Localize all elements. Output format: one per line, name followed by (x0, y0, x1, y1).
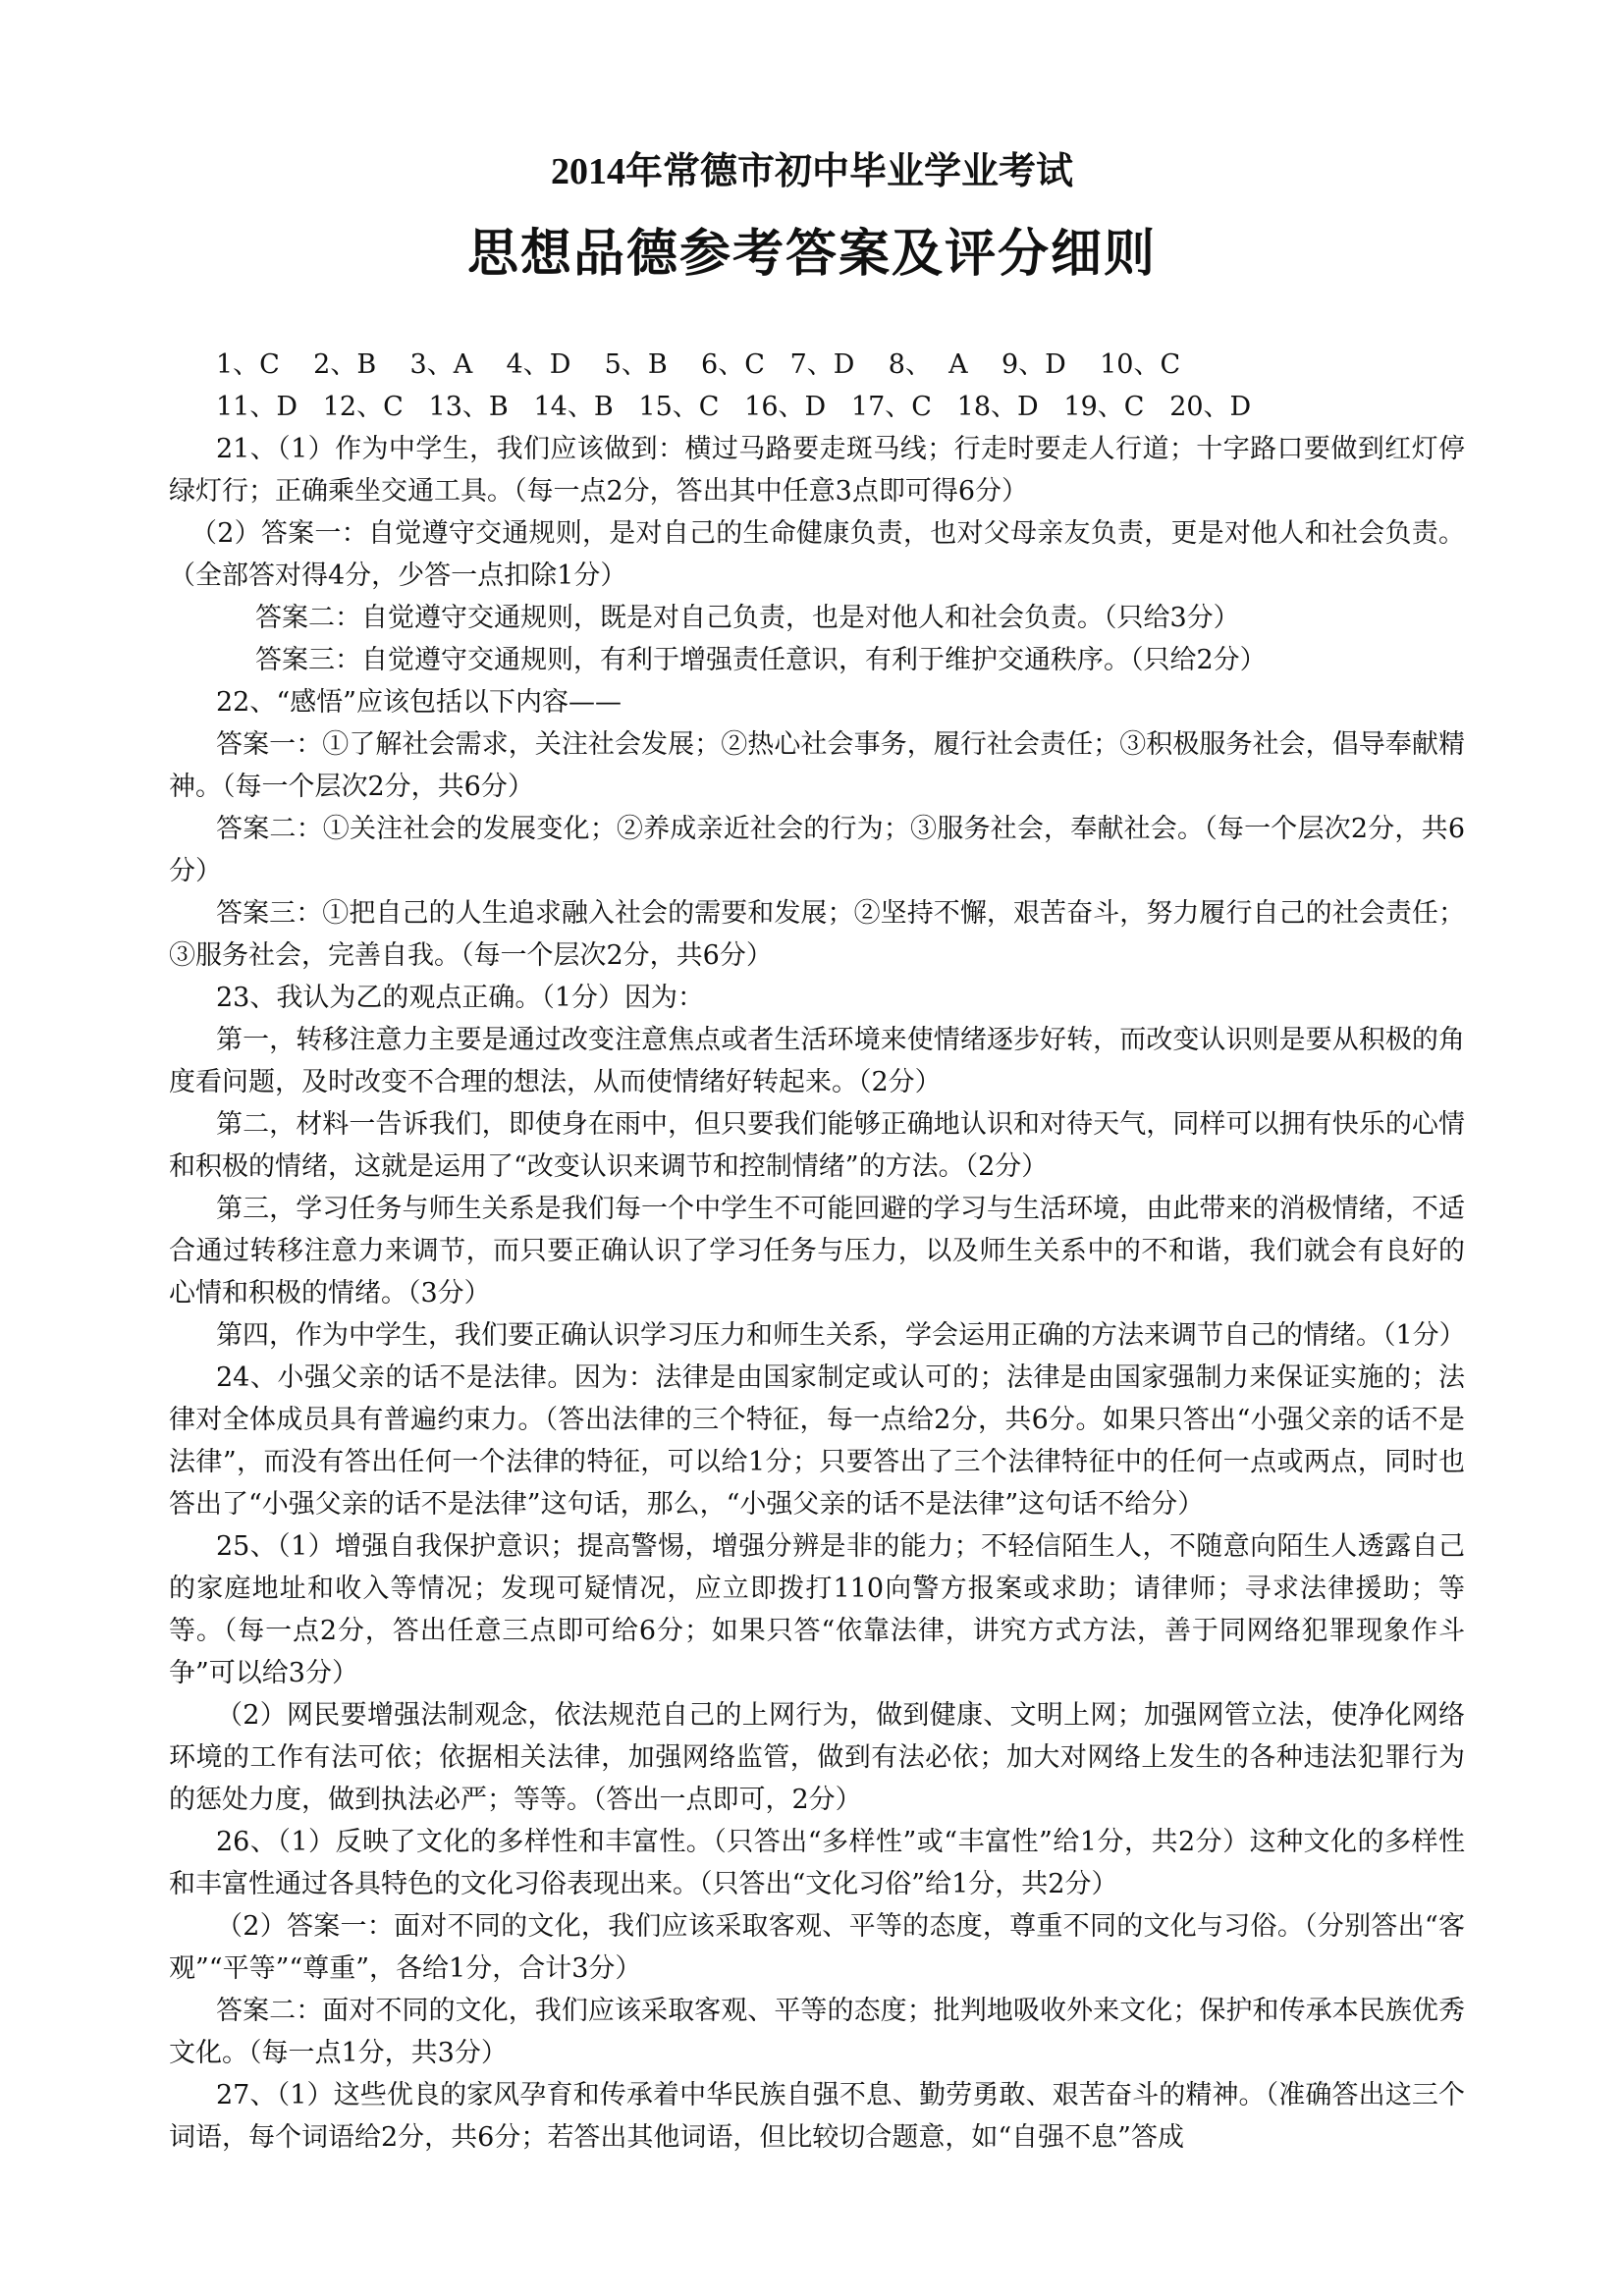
paragraph-21-2-answer-3: 答案三：自觉遵守交通规则，有利于增强责任意识，有利于维护交通秩序。（只给2分） (255, 645, 1267, 675)
paragraph-23-point-4: 第四，作为中学生，我们要正确认识学习压力和师生关系，学会运用正确的方法来调节自己的情绪。（1分） (216, 1320, 1466, 1351)
paragraph-26-2-answer-2: 答案二：面对不同的文化，我们应该采取客观、平等的态度；批判地吸收外来文化；保护和传承本民族优秀文化。（每一点1分，共3分） (169, 1996, 1465, 2068)
paragraph-23-point-3: 第三，学习任务与师生关系是我们每一个中学生不可能回避的学习与生活环境，由此带来的消极情绪，不适合通过转移注意力来调节，而只要正确认识了学习任务与压力，以及师生关系中的不和谐，我们就会有良好的心情和积极的情绪。（3分） (169, 1194, 1465, 1308)
paragraph-23-point-1: 第一，转移注意力主要是通过改变注意焦点或者生活环境来使情绪逐步好转，而改变认识则是要从积极的角度看问题，及时改变不合理的想法，从而使情绪好转起来。（2分） (169, 1025, 1465, 1097)
choice-answers-row-2: 11、D 12、C 13、B 14、B 15、C 16、D 17、C 18、D 19、C 20、D (216, 392, 1252, 422)
paragraph-22-answer-1: 答案一：①了解社会需求，关注社会发展；②热心社会事务，履行社会责任；③积极服务社会，倡导奉献精神。（每一个层次2分，共6分） (169, 729, 1465, 802)
paragraph-25-2: （2）网民要增强法制观念，依法规范自己的上网行为，做到健康、文明上网；加强网管立法，使净化网络环境的工作有法可依；依据相关法律，加强网络监管，做到有法必依；加大对网络上发生的各种违法犯罪行为的惩处力度，做到执法必严；等等。（答出一点即可，2分） (169, 1700, 1465, 1815)
paragraph-21-2-answer-2: 答案二：自觉遵守交通规则，既是对自己负责，也是对他人和社会负责。（只给3分） (255, 603, 1240, 633)
paragraph-21-1: 21、（1）作为中学生，我们应该做到：横过马路要走斑马线；行走时要走人行道；十字路口要做到红灯停 绿灯行；正确乘坐交通工具。（每一点2分，答出其中任意3点即可得6分） (169, 434, 1465, 507)
paragraph-26-1: 26、（1）反映了文化的多样性和丰富性。（只答出“多样性”或“丰富性”给1分，共2分）这种文化的多样性和丰富性通过各具特色的文化习俗表现出来。（只答出“文化习俗”给1分，共2分） (169, 1827, 1465, 1899)
document-title: 2014年常德市初中毕业学业考试 (550, 151, 1073, 192)
paragraph-22-answer-2: 答案二：①关注社会的发展变化；②养成亲近社会的行为；③服务社会，奉献社会。（每一个层次2分，共6分） (169, 814, 1465, 886)
paragraph-21-2-answer-1: （2）答案一：自觉遵守交通规则，是对自己的生命健康负责，也对父母亲友负责，更是对他人和社会负责。（全部答对得4分，少答一点扣除1分） (169, 518, 1465, 591)
paragraph-23-intro: 23、我认为乙的观点正确。（1分）因为： (216, 983, 705, 1013)
document-body (169, 344, 1465, 2159)
paragraph-24: 24、小强父亲的话不是法律。因为：法律是由国家制定或认可的；法律是由国家强制力来保证实施的；法律对全体成员具有普遍约束力。（答出法律的三个特征，每一点给2分，共6分。如果只答出“小强父亲的话不是法律”，而没有答出任何一个法律的特征，可以给1分；只要答出了三个法律特征中的任何一点或两点，同时也答出了“小强父亲的话不是法律”这句话，那么，“小强父亲的话不是法律”这句话不给分） (169, 1362, 1465, 1520)
paragraph-27-1: 27、（1）这些优良的家风孕育和传承着中华民族自强不息、勤劳勇敢、艰苦奋斗的精神。（准确答出这三个词语，每个词语给2分，共6分；若答出其他词语，但比较切合题意，如“自强不息”答成 (169, 2080, 1465, 2153)
paragraph-26-2-answer-1: （2）答案一：面对不同的文化，我们应该采取客观、平等的态度，尊重不同的文化与习俗。（分别答出“客观”“平等”“尊重”，各给1分，合计3分） (169, 1911, 1465, 1984)
paragraph-25-1: 25、（1）增强自我保护意识；提高警惕，增强分辨是非的能力；不轻信陌生人，不随意向陌生人透露自己的家庭地址和收入等情况；发现可疑情况，应立即拨打110向警方报案或求助；请律师；寻求法律援助；等等。（每一点2分，答出任意三点即可给6分；如果只答“依靠法律，讲究方式方法，善于同网络犯罪现象作斗争”可以给3分） (169, 1531, 1465, 1688)
choice-answers-row-1: 1、C 2、B 3、A 4、D 5、B 6、C 7、D 8、 A 9、D 10、C (216, 349, 1181, 380)
paragraph-23-point-2: 第二，材料一告诉我们，即使身在雨中，但只要我们能够正确地认识和对待天气，同样可以拥有快乐的心情和积极的情绪，这就是运用了“改变认识来调节和控制情绪”的方法。（2分） (169, 1109, 1465, 1182)
paragraph-22-answer-3: 答案三：①把自己的人生追求融入社会的需要和发展；②坚持不懈，艰苦奋斗，努力履行自己的社会责任；③服务社会，完善自我。（每一个层次2分，共6分） (169, 898, 1465, 971)
paragraph-22-intro: 22、“感悟”应该包括以下内容—— (216, 687, 622, 718)
document-subtitle: 思想品德参考答案及评分细则 (466, 224, 1157, 284)
